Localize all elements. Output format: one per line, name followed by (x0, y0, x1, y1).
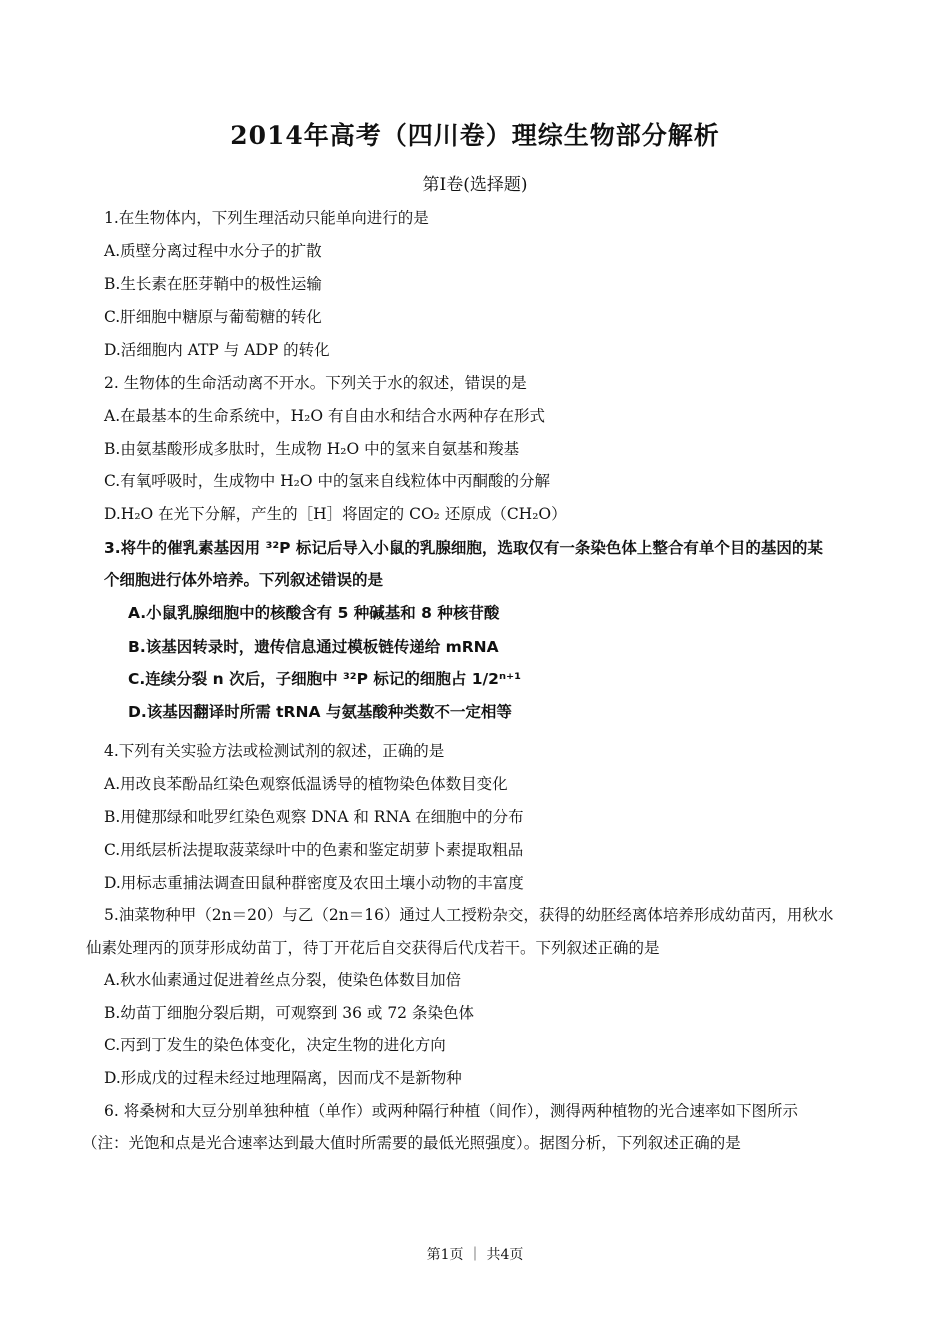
question-4: 4.下列有关实验方法或检测试剂的叙述，正确的是 (104, 742, 445, 760)
question-4-option-a: A.用改良苯酚品红染色观察低温诱导的植物染色体数目变化 (104, 775, 508, 793)
section-title: 第I卷(选择题) (422, 175, 528, 195)
question-2-option-a: A.在最基本的生命系统中，H₂O 有自由水和结合水两种存在形式 (104, 407, 545, 425)
question-3-option-b: B.该基因转录时，遗传信息通过模板链传递给 mRNA (128, 638, 499, 656)
question-6-continued: （注：光饱和点是光合速率达到最大值时所需要的最低光照强度）。据图分析，下列叙述正确的是 (82, 1134, 741, 1152)
question-1: 1.在生物体内，下列生理活动只能单向进行的是 (104, 209, 429, 227)
question-5-option-d: D.形成戊的过程未经过地理隔离，因而戊不是新物种 (104, 1069, 462, 1087)
question-3-option-c: C.连续分裂 n 次后，子细胞中 ³²P 标记的细胞占 1/2ⁿ⁺¹ (128, 670, 521, 688)
question-2: 2. 生物体的生命活动离不开水。下列关于水的叙述，错误的是 (104, 374, 527, 392)
page-footer: 第1页 ｜ 共4页 (426, 1247, 524, 1263)
question-4-option-b: B.用健那绿和吡罗红染色观察 DNA 和 RNA 在细胞中的分布 (104, 808, 524, 826)
question-1-option-b: B.生长素在胚芽鞘中的极性运输 (104, 275, 322, 293)
question-6: 6. 将桑树和大豆分别单独种植（单作）或两种隔行种植（间作），测得两种植物的光合速率如下图所示 (104, 1102, 798, 1120)
question-2-option-d: D.H₂O 在光下分解，产生的［H］将固定的 CO₂ 还原成（CH₂O） (104, 505, 567, 523)
question-5-continued: 仙素处理丙的顶芽形成幼苗丁，待丁开花后自交获得后代戊若干。下列叙述正确的是 (86, 939, 660, 957)
question-5-option-c: C.丙到丁发生的染色体变化，决定生物的进化方向 (104, 1036, 446, 1054)
question-3-option-d: D.该基因翻译时所需 tRNA 与氨基酸种类数不一定相等 (128, 703, 512, 721)
question-5: 5.油菜物种甲（2n＝20）与乙（2n＝16）通过人工授粉杂交，获得的幼胚经离体培养形成幼苗丙，用秋水 (104, 906, 834, 924)
question-5-option-b: B.幼苗丁细胞分裂后期，可观察到 36 或 72 条染色体 (104, 1004, 474, 1022)
question-5-option-a: A.秋水仙素通过促进着丝点分裂，使染色体数目加倍 (104, 971, 462, 989)
question-2-option-c: C.有氧呼吸时，生成物中 H₂O 中的氢来自线粒体中丙酮酸的分解 (104, 472, 551, 490)
question-4-option-d: D.用标志重捕法调查田鼠种群密度及农田土壤小动物的丰富度 (104, 874, 524, 892)
question-3-option-a: A.小鼠乳腺细胞中的核酸含有 5 种碱基和 8 种核苷酸 (128, 604, 500, 622)
question-4-option-c: C.用纸层析法提取菠菜绿叶中的色素和鉴定胡萝卜素提取粗品 (104, 841, 524, 859)
question-1-option-c: C.肝细胞中糖原与葡萄糖的转化 (104, 308, 322, 326)
page-title: 2014年高考（四川卷）理综生物部分解析 (230, 121, 720, 150)
question-3: 3.将牛的催乳素基因用 ³²P 标记后导入小鼠的乳腺细胞，选取仅有一条染色体上整合有单个目的基因的某 (104, 539, 823, 557)
question-1-option-a: A.质壁分离过程中水分子的扩散 (104, 242, 322, 260)
question-3-continued: 个细胞进行体外培养。下列叙述错误的是 (104, 571, 384, 589)
question-2-option-b: B.由氨基酸形成多肽时，生成物 H₂O 中的氢来自氨基和羧基 (104, 440, 520, 458)
question-1-option-d: D.活细胞内 ATP 与 ADP 的转化 (104, 341, 330, 359)
